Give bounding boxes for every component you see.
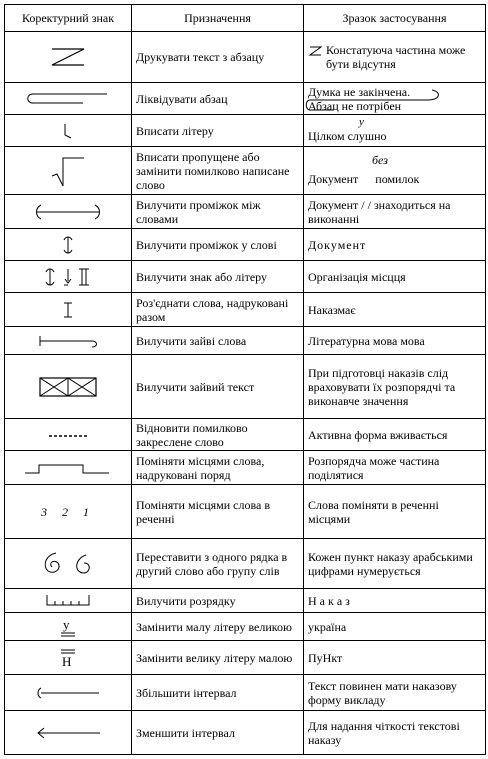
table-row [5, 293, 486, 327]
sign-cell [5, 613, 132, 641]
purpose-cell: Зменшити інтервал [132, 711, 304, 755]
example-cell: Документ [304, 229, 486, 261]
decrease-spacing-mark-icon [32, 724, 104, 742]
table-row [5, 32, 486, 83]
example-cell: Документ / / знаходиться на виконанні [304, 195, 486, 229]
remove-letter-space-mark-icon [61, 234, 75, 256]
table-row [5, 675, 486, 711]
purpose-cell: Вписати пропущене або замінити помилково написане слово [132, 147, 304, 195]
example-cell: ПуНкт [304, 641, 486, 675]
example-cell: Організація місцця [304, 261, 486, 293]
table-row [5, 229, 486, 261]
sign-cell [5, 293, 132, 327]
purpose-cell: Збільшити інтервал [132, 675, 304, 711]
header-row [5, 5, 486, 32]
lowercase-mark-icon [58, 647, 78, 669]
table-row [5, 711, 486, 755]
example-text: Думка не закінчена. Абзац не потрібен [308, 84, 411, 113]
table-row [5, 589, 486, 613]
example-cell: Слова поміняти в реченні місцями [304, 485, 486, 539]
table-row [5, 451, 486, 485]
example-cell: Кожен пункт наказу арабськими цифрами нумерується [304, 539, 486, 589]
remove-paragraph-mark-icon [23, 89, 113, 109]
example-cell: Розпорядча може частина поділятися [304, 451, 486, 485]
remove-letter-spacing-mark-icon [43, 593, 93, 609]
purpose-cell: Відновити помилково закреслене слово [132, 419, 304, 451]
sign-cell [5, 229, 132, 261]
table-row [5, 485, 486, 539]
delete-words-mark-icon [36, 332, 100, 350]
paragraph-start-mark-icon [46, 45, 90, 69]
example-cell: Текст повинен мати наказову форму викладу [304, 675, 486, 711]
proofreading-marks-table [4, 4, 486, 755]
example-text: Документ помилок [308, 171, 420, 186]
reorder-numbers: 3 2 1 [41, 504, 95, 519]
sign-cell [5, 451, 132, 485]
table-row [5, 355, 486, 419]
table-row [5, 147, 486, 195]
table-row [5, 641, 486, 675]
table-row [5, 419, 486, 451]
example-cell [304, 32, 486, 83]
sign-cell [5, 419, 132, 451]
example-cell [304, 83, 486, 115]
remove-paragraph-mark-icon [304, 84, 464, 114]
table-row [5, 327, 486, 355]
inserted-letter: у [359, 116, 364, 128]
table-row [5, 261, 486, 293]
purpose-cell: Переставити з одного рядка в другий слово або групу слів [132, 539, 304, 589]
delete-text-mark-icon [38, 376, 98, 398]
purpose-cell: Ліквідувати абзац [132, 83, 304, 115]
sign-cell [5, 195, 132, 229]
sign-cell [5, 327, 132, 355]
purpose-cell: Друкувати текст з абзацу [132, 32, 304, 83]
remove-word-space-mark-icon [33, 202, 103, 222]
sign-cell [5, 261, 132, 293]
table-row [5, 83, 486, 115]
delete-letter-mark-icon [38, 266, 98, 288]
purpose-cell: Роз'єднати слова, надруковані разом [132, 293, 304, 327]
purpose-cell: Вилучити проміжок у слові [132, 229, 304, 261]
table-row [5, 195, 486, 229]
sign-cell [5, 32, 132, 83]
table-row [5, 613, 486, 641]
increase-spacing-mark-icon [33, 684, 103, 702]
example-text: Констатуюча частина може бути відсутня [326, 43, 466, 71]
purpose-cell: Поміняти місцями слова, надруковані поряд [132, 451, 304, 485]
capitalize-mark-icon [58, 616, 78, 638]
inserted-word: без [372, 153, 388, 167]
example-cell: Наказмає [304, 293, 486, 327]
example-text: Цілком слушно [308, 128, 387, 143]
sign-cell [5, 485, 132, 539]
example-cell [304, 115, 486, 147]
example-cell: Літературна мова мова [304, 327, 486, 355]
purpose-cell: Вилучити знак або літеру [132, 261, 304, 293]
svg-text:у: у [63, 616, 70, 632]
sign-cell [5, 641, 132, 675]
sign-cell [5, 147, 132, 195]
sign-cell [5, 589, 132, 613]
sign-cell [5, 711, 132, 755]
restore-word-mark-icon [43, 428, 93, 442]
sign-cell [5, 355, 132, 419]
insert-letter-mark-icon [58, 121, 78, 141]
example-cell: Активна форма вживається [304, 419, 486, 451]
header-example: Зразок застосування [304, 5, 486, 32]
sign-cell [5, 83, 132, 115]
table-row [5, 539, 486, 589]
purpose-cell: Вилучити розрядку [132, 589, 304, 613]
table-row [5, 115, 486, 147]
example-cell [304, 147, 486, 195]
svg-text:Н: Н [62, 653, 72, 669]
purpose-cell: Поміняти місцями слова в реченні [132, 485, 304, 539]
purpose-cell: Вписати літеру [132, 115, 304, 147]
separate-words-mark-icon [61, 299, 75, 321]
sign-cell [5, 115, 132, 147]
insert-word-mark-icon [48, 154, 88, 188]
example-cell: Н а к а з [304, 589, 486, 613]
example-cell: україна [304, 613, 486, 641]
example-cell: При підготовці наказів слід враховувати їх розпорядчі та виконавче значення [304, 355, 486, 419]
example-cell: Для надання чіткості текстові наказу [304, 711, 486, 755]
purpose-cell: Вилучити зайві слова [132, 327, 304, 355]
move-words-mark-icon [36, 549, 100, 579]
paragraph-start-mark-icon [308, 45, 324, 57]
purpose-cell: Вилучити зайвий текст [132, 355, 304, 419]
sign-cell [5, 539, 132, 589]
purpose-cell: Вилучити проміжок між словами [132, 195, 304, 229]
header-sign: Коректурний знак [5, 5, 132, 32]
header-purpose: Призначення [132, 5, 304, 32]
purpose-cell: Замінити малу літеру великою [132, 613, 304, 641]
swap-adjacent-words-mark-icon [23, 459, 113, 477]
purpose-cell: Замінити велику літеру малою [132, 641, 304, 675]
sign-cell [5, 675, 132, 711]
